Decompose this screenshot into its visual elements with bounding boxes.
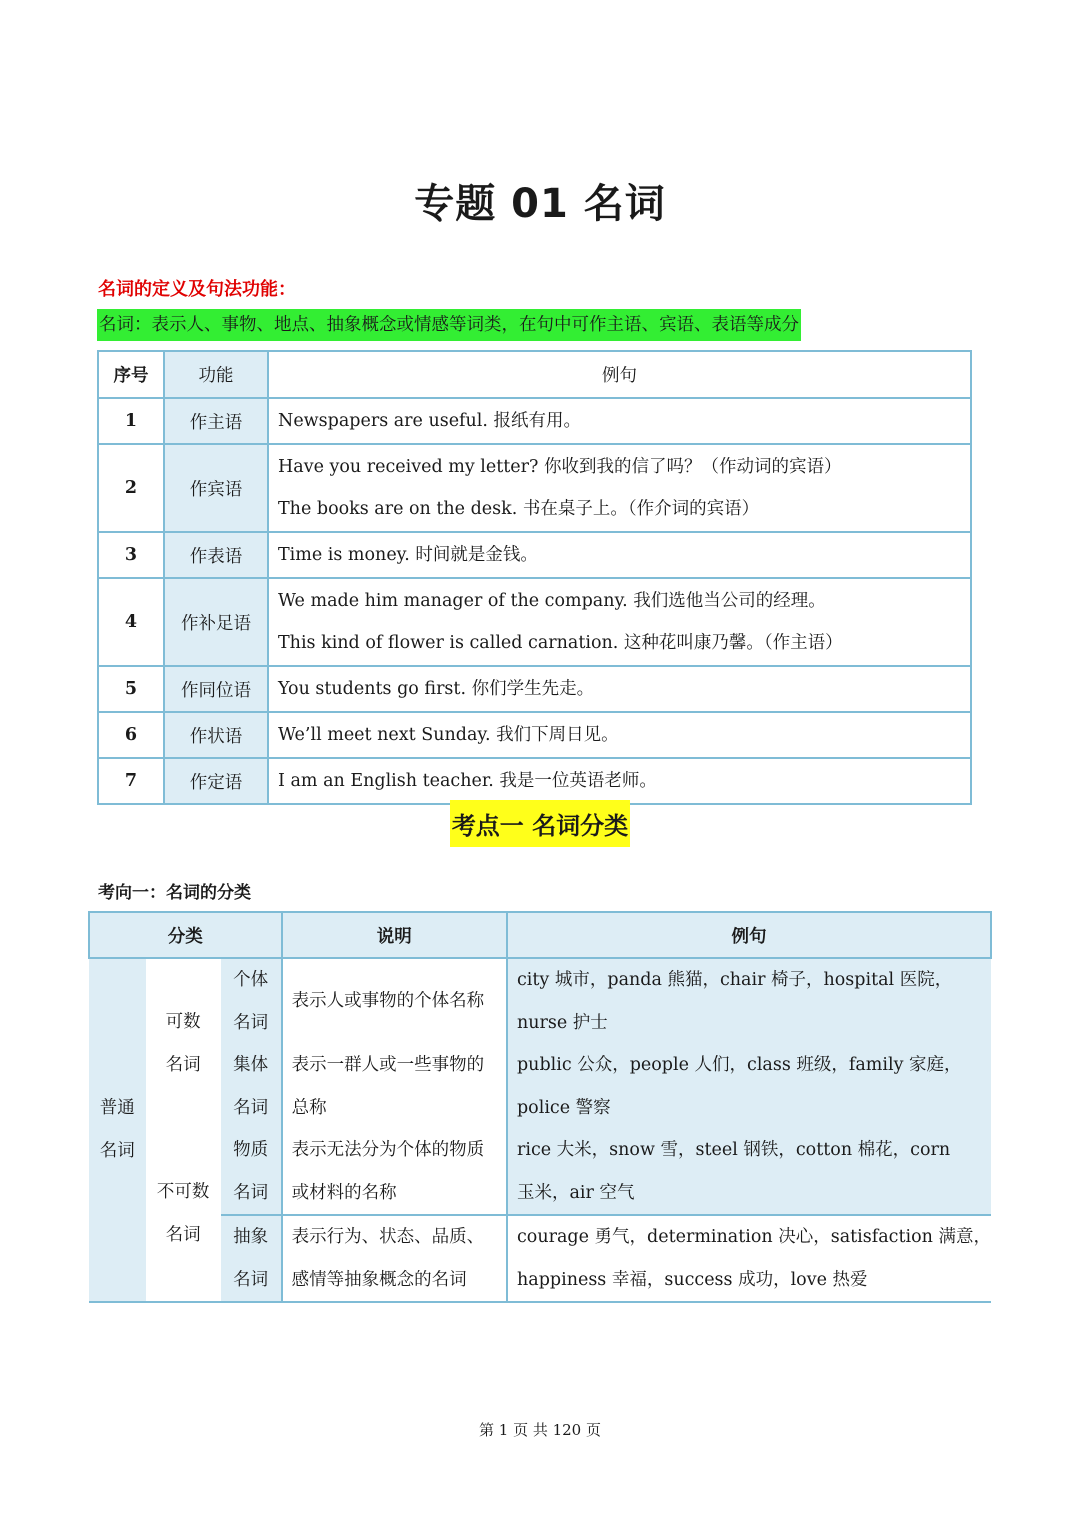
table-row [98,712,971,758]
table-row [98,444,971,532]
example-line: police 警察 [516,1097,611,1118]
description-line: 表示人或事物的个体名称 [291,991,485,1011]
example-line: The books are on the desk. 书在桌子上。（作介词的宾语） [278,499,760,519]
example-line: public 公众，people 人们，class 班级，family 家庭， [516,1055,962,1075]
description-cell [282,1129,507,1215]
type-cell [221,958,282,1044]
row-example [268,532,971,578]
header-description: 说明 [282,912,507,958]
category-uncountable [146,1129,221,1302]
example-line: This kind of flower is called carnation. 这种花叫康乃馨。（作主语） [278,633,843,653]
example-line: Have you received my letter? 你收到我的信了吗？（作动词的宾语） [278,457,842,477]
row-number: 1 [98,398,164,444]
table-row [98,532,971,578]
description-line: 感情等抽象概念的名词 [291,1269,467,1290]
subsection-title: 考向一：名词的分类 [98,883,251,903]
description-line: 表示行为、状态、品质、 [291,1227,485,1247]
header-function: 功能 [164,351,268,398]
category-common-noun [89,958,146,1302]
table-row [98,578,971,666]
table-row [98,398,971,444]
type-label: 名词 [233,1269,269,1290]
description-line: 总称 [291,1097,327,1118]
header-example: 例句 [268,351,971,398]
example-line: We’ll meet next Sunday. 我们下周日见。 [278,725,619,745]
row-example [268,398,971,444]
table-row [98,758,971,804]
row-number: 2 [98,444,164,532]
example-line: rice 大米，snow 雪，steel 钢铁，cotton 棉花，corn [516,1140,951,1160]
table-row [98,666,971,712]
type-label: 物质 [233,1140,269,1160]
row-function: 作同位语 [164,666,268,712]
function-table-header [98,351,971,398]
function-table [97,350,972,805]
type-label: 名词 [233,1097,269,1118]
classification-table-header [89,912,991,958]
example-line: Time is money. 时间就是金钱。 [278,545,538,565]
section-title [0,800,1080,847]
description-cell [282,1215,507,1302]
examples-cell [507,1215,991,1302]
type-cell [221,1215,282,1302]
example-line: Newspapers are useful. 报纸有用。 [278,411,582,431]
type-label: 集体 [233,1055,269,1075]
table-row [89,1215,991,1302]
type-label: 抽象 [233,1227,269,1247]
classification-table [88,911,992,1303]
header-category: 分类 [89,912,282,958]
category-label: 不可数 [156,1182,210,1202]
description-cell [282,1044,507,1129]
row-function: 作表语 [164,532,268,578]
table-row [89,1129,991,1215]
type-cell [221,1044,282,1129]
description-cell [282,958,507,1044]
category-countable [146,958,221,1129]
examples-cell [507,1044,991,1129]
row-example [268,666,971,712]
table-row [89,1044,991,1129]
row-number: 7 [98,758,164,804]
row-function: 作主语 [164,398,268,444]
type-label: 名词 [233,1182,269,1203]
section-title-text: 考点一 名词分类 [450,800,630,847]
examples-cell [507,1129,991,1215]
example-line: 玉米，air 空气 [516,1182,635,1203]
category-label: 可数 [165,1012,201,1032]
page-title: 专题 01 名词 [414,181,666,227]
example-line: I am an English teacher. 我是一位英语老师。 [278,771,657,791]
example-line: happiness 幸福，success 成功，love 热爱 [516,1269,868,1290]
example-line: city 城市，panda 熊猫，chair 椅子，hospital 医院， [516,970,953,990]
example-line: You students go first. 你们学生先走。 [278,679,595,699]
row-example [268,578,971,666]
row-example [268,758,971,804]
category-label: 名词 [99,1140,135,1161]
category-label: 名词 [165,1224,201,1245]
page-footer: 第 1 页 共 120 页 [478,1421,601,1439]
example-line: courage 勇气，determination 决心，satisfaction 满意， [516,1227,991,1247]
description-line: 表示无法分为个体的物质 [291,1140,485,1160]
category-label: 普通 [99,1098,135,1118]
header-examples: 例句 [507,912,991,958]
row-function: 作宾语 [164,444,268,532]
row-number: 5 [98,666,164,712]
description-line: 或材料的名称 [291,1182,397,1203]
example-line: We made him manager of the company. 我们选他当公司的经理。 [278,591,826,611]
row-function: 作补足语 [164,578,268,666]
table-row [89,958,991,1044]
row-number: 6 [98,712,164,758]
header-index: 序号 [98,351,164,398]
type-label: 名词 [233,1012,269,1033]
example-line: nurse 护士 [516,1012,608,1033]
row-example [268,712,971,758]
examples-cell [507,958,991,1044]
definition-text: 名词：表示人、事物、地点、抽象概念或情感等词类，在句中可作主语、宾语、表语等成分 [97,309,801,341]
definition-heading: 名词的定义及句法功能： [98,279,296,300]
row-function: 作定语 [164,758,268,804]
type-cell [221,1129,282,1215]
row-number: 4 [98,578,164,666]
row-number: 3 [98,532,164,578]
type-label: 个体 [233,970,269,990]
description-line: 表示一群人或一些事物的 [291,1055,485,1075]
row-example [268,444,971,532]
row-function: 作状语 [164,712,268,758]
category-label: 名词 [165,1054,201,1075]
